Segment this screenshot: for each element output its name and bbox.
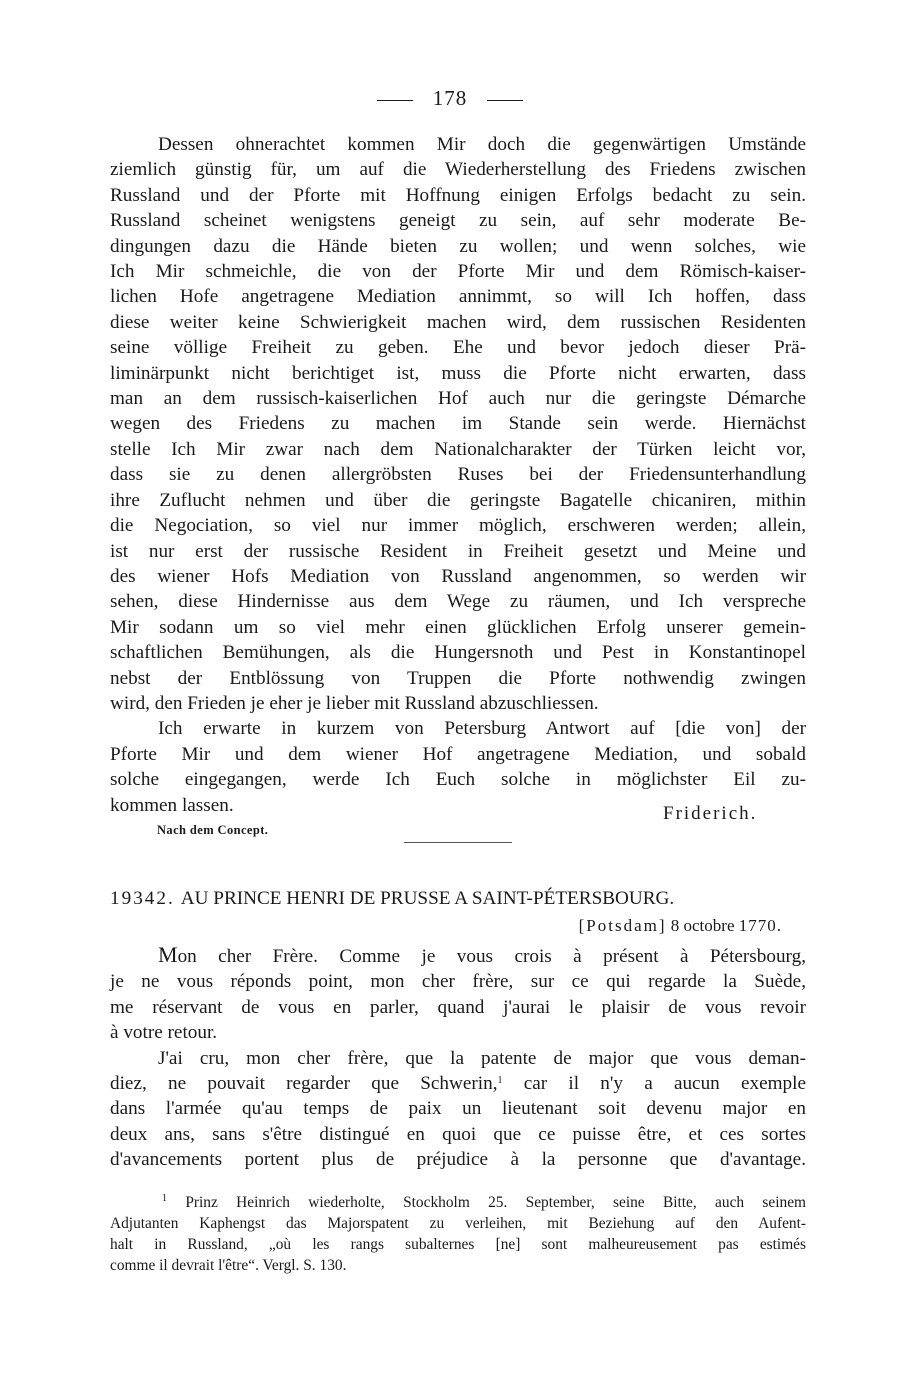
letter-recipient-title: AU PRINCE HENRI DE PRUSSE A SAINT-PÉTERSBOURG. bbox=[180, 888, 675, 909]
text-line: Dessen ohnerachtet kommen Mir doch die gegenwärtigen Umstände bbox=[158, 134, 806, 155]
footnote-line: halt in Russland, „où les rangs subalternes [ne] sont malheureusement pas estimés bbox=[110, 1236, 806, 1253]
text-line: man an dem russisch-kaiserlichen Hof auch nur die geringste Démarche bbox=[110, 388, 806, 410]
text-line: solche eingegangen, werde Ich Euch solche in möglichster Eil zu- bbox=[110, 769, 806, 791]
letter-number: 19342. bbox=[110, 888, 175, 909]
text-line: J'ai cru, mon cher frère, que la patente de major que vous deman- bbox=[158, 1047, 806, 1069]
salutation-line-rest: on cher Frère. Comme je vous crois à présent à Pétersbourg, bbox=[177, 946, 806, 967]
text-line: ziemlich günstig für, um auf die Wiederherstellung des Friedens zwischen bbox=[110, 159, 806, 181]
text-line: kommen lassen. bbox=[110, 794, 234, 816]
text-line: dass sie zu denen allergröbsten Ruses bei der Friedensunterhandlung bbox=[110, 464, 806, 486]
text-line: des wiener Hofs Mediation von Russland angenommen, so werden wir bbox=[110, 565, 806, 587]
text-line: lichen Hofe angetragene Mediation annimmt, so will Ich hoffen, dass bbox=[110, 286, 806, 308]
text-line: je ne vous réponds point, mon cher frère, sur ce qui regarde la Suède, bbox=[110, 971, 806, 993]
text-segment: car il n'y a aucun exemple bbox=[502, 1073, 806, 1095]
text-line: stelle Ich Mir zwar nach dem Nationalcharakter der Türken leicht vor, bbox=[110, 438, 806, 460]
text-line: wegen des Friedens zu machen im Stande sein werde. Hiernächst bbox=[110, 413, 806, 435]
text-line: sehen, diese Hindernisse aus dem Wege zu räumen, und Ich verspreche bbox=[110, 591, 806, 613]
text-line: Mir sodann um so viel mehr einen glücklichen Erfolg unserer gemein- bbox=[110, 616, 806, 638]
signature: Friderich. bbox=[663, 803, 758, 824]
text-line: liminärpunkt nicht berichtiget ist, muss die Pforte nicht erwarten, dass bbox=[110, 362, 806, 384]
text-line: wird, den Frieden je eher je lieber mit Russland abzuschliessen. bbox=[110, 692, 599, 714]
text-line: Ich erwarte in kurzem von Petersburg Antwort auf [die von] der bbox=[158, 718, 806, 740]
text-segment: diez, ne pouvait regarder que Schwerin, bbox=[110, 1073, 498, 1095]
footnote-line bbox=[110, 1192, 806, 1213]
date-year: 1770. bbox=[738, 916, 782, 935]
page-number-header bbox=[0, 86, 900, 111]
date-place: [Potsdam] bbox=[578, 916, 667, 935]
text-line: dingungen dazu die Hände bieten zu wollen; und wenn solches, wie bbox=[110, 235, 806, 257]
text-line: me réservant de vous en parler, quand j'aurai le plaisir de vous revoir bbox=[110, 996, 806, 1018]
page-number: 178 bbox=[432, 86, 468, 110]
text-line: Russland scheinet wenigstens geneigt zu sein, auf sehr moderate Be- bbox=[110, 210, 806, 232]
salutation-initial: M bbox=[158, 942, 178, 967]
letter-body-french bbox=[110, 942, 806, 1173]
text-line: schaftlichen Bemühungen, als die Hungersnoth und Pest in Konstantinopel bbox=[110, 642, 806, 664]
footnote bbox=[110, 1192, 806, 1276]
dateline bbox=[110, 914, 782, 938]
text-line: deux ans, sans s'être distingué en quoi que ce puisse être, et ces sortes bbox=[110, 1123, 806, 1145]
text-line: d'avancements portent plus de préjudice à la personne que d'avantage. bbox=[110, 1149, 806, 1171]
footnote-line: comme il devrait l'être“. Vergl. S. 130. bbox=[110, 1257, 347, 1274]
page-number-dash-right bbox=[487, 100, 523, 101]
footnote-text: Prinz Heinrich wiederholte, Stockholm 25. September, seine Bitte, auch seinem bbox=[185, 1194, 806, 1211]
text-line: seine völlige Freiheit zu geben. Ehe und bevor jedoch dieser Prä- bbox=[110, 337, 806, 359]
text-line: Pforte Mir und dem wiener Hof angetragene Mediation, und sobald bbox=[110, 743, 806, 765]
text-line: Ich Mir schmeichle, die von der Pforte Mir und dem Römisch-kaiser- bbox=[110, 261, 806, 283]
text-line bbox=[110, 1071, 806, 1096]
footnote-reference: 1 bbox=[497, 1075, 503, 1087]
letter-heading bbox=[110, 887, 806, 911]
text-line: die Negociation, so viel nur immer möglich, erschweren werden; allein, bbox=[110, 515, 806, 537]
letter-body-german bbox=[110, 132, 806, 818]
text-line: Russland und der Pforte mit Hoffnung einigen Erfolgs bedacht zu sein. bbox=[110, 184, 806, 206]
text-line: ist nur erst der russische Resident in Freiheit gesetzt und Meine und bbox=[110, 540, 806, 562]
text-line: dans l'armée qu'au temps de paix un lieutenant soit devenu major en bbox=[110, 1098, 806, 1120]
text-line: ihre Zuflucht nehmen und über die geringste Bagatelle chicaniren, mithin bbox=[110, 489, 806, 511]
text-line: nebst der Entblössung von Truppen die Pforte nothwendig zwingen bbox=[110, 667, 806, 689]
date-day-month: 8 octobre bbox=[670, 916, 735, 935]
page-number-dash-left bbox=[377, 100, 413, 101]
text-line: à votre retour. bbox=[110, 1022, 218, 1044]
text-line bbox=[110, 942, 806, 969]
footnote-line: Adjutanten Kaphengst das Majorspatent zu verleihen, mit Beziehung auf den Aufent- bbox=[110, 1215, 806, 1232]
text-line: diese weiter keine Schwierigkeit machen wird, dem russischen Residenten bbox=[110, 311, 806, 333]
footnote-mark: 1 bbox=[162, 1193, 167, 1204]
section-divider bbox=[404, 842, 512, 843]
source-note: Nach dem Concept. bbox=[157, 823, 269, 837]
